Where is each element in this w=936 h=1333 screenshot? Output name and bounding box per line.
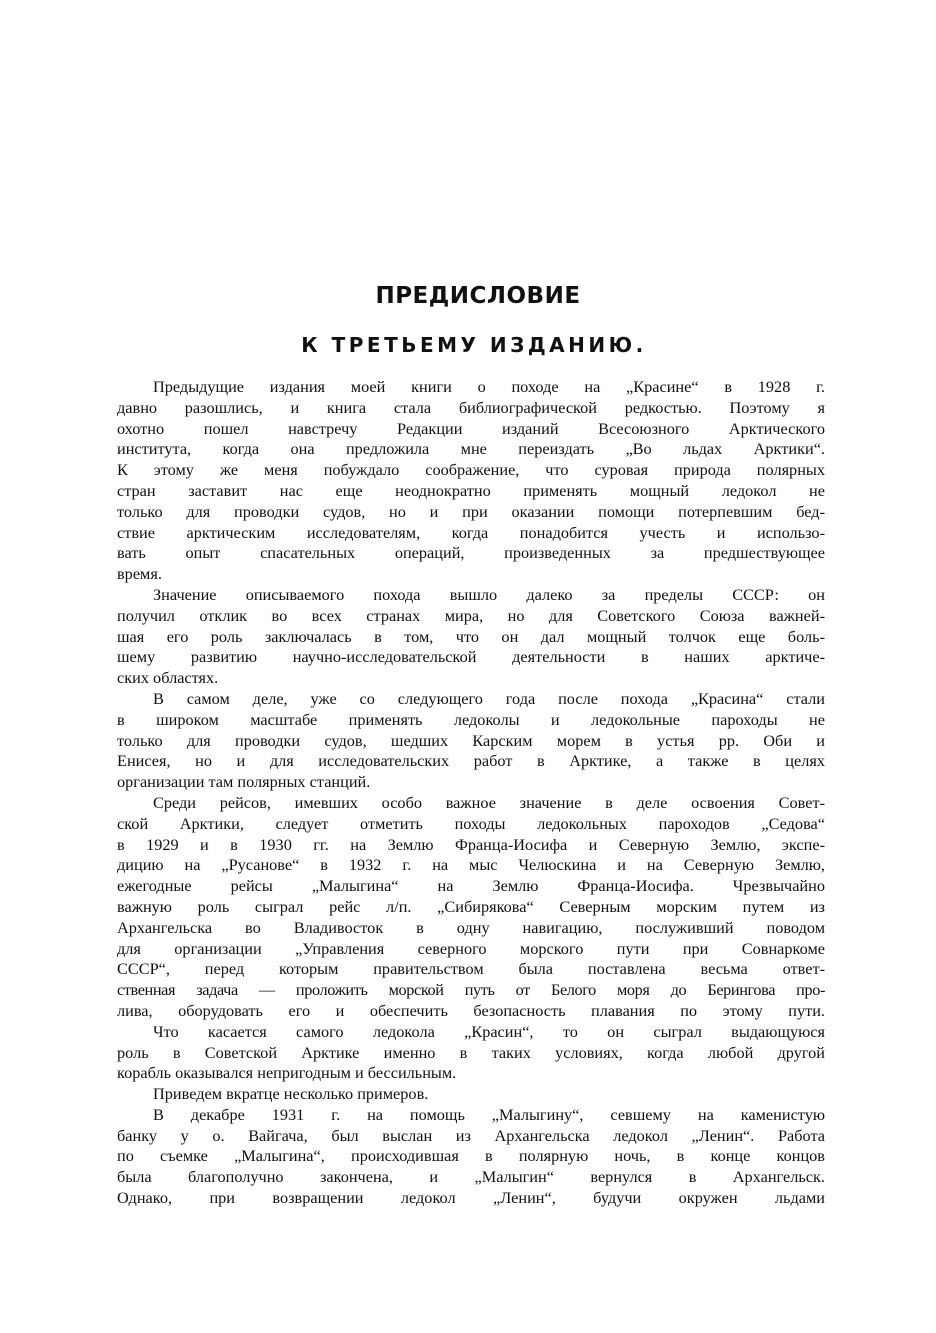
page-title: ПРЕДИСЛОВИЕ xyxy=(375,283,581,309)
text-line: давно разошлись, и книга стала библиографической редкостью. Поэтому я xyxy=(117,397,825,417)
text-line: В самом деле, уже со следующего года после похода „Красина“ стали xyxy=(153,688,825,708)
text-line: Среди рейсов, имевших особо важное значение в деле освоения Совет- xyxy=(153,792,825,812)
page-subtitle: К ТРЕТЬЕМУ ИЗДАНИЮ. xyxy=(301,333,647,357)
text-line: Архангельска во Владивосток в одну навигацию, послуживший поводом xyxy=(117,917,825,937)
text-line: Значение описываемого похода вышло далеко за пределы СССР: он xyxy=(153,584,825,604)
text-line: важную роль сыграл рейс л/п. „Сибирякова“ Северным морским путем из xyxy=(117,896,825,916)
text-line: вать опыт спасательных операций, произведенных за предшествующее xyxy=(117,543,825,563)
text-line: Предыдущие издания моей книги о походе на „Красине“ в 1928 г. xyxy=(153,377,825,396)
text-line: Однако, при возвращении ледокол „Ленин“, будучи окружен льдами xyxy=(117,1188,825,1208)
text-line: шему развитию научно-исследовательской деятельности в наших арктиче- xyxy=(117,647,825,667)
text-line: института, когда она предложила мне переиздать „Во льдах Арктики“. xyxy=(117,439,825,459)
text-line: ежегодные рейсы „Малыгина“ на Землю Франца-Иосифа. Чрезвычайно xyxy=(117,876,825,896)
text-line: ской Арктики, следует отметить походы ледокольных пароходов „Седова“ xyxy=(117,813,825,833)
text-line: корабль оказывался непригодным и бессильным. xyxy=(117,1063,457,1083)
text-line: была благополучно закончена, и „Малыгин“ вернулся в Архангельск. xyxy=(117,1167,825,1187)
text-line: В декабре 1931 г. на помощь „Малыгину“, севшему на каменистую xyxy=(153,1104,825,1124)
text-line: организации там полярных станций. xyxy=(117,772,371,792)
text-line: получил отклик во всех странах мира, но для Советского Союза важней- xyxy=(117,605,825,625)
text-line: лива, оборудовать его и обеспечить безопасность плавания по этому пути. xyxy=(117,1000,825,1020)
text-line: только для проводки судов, но и при оказании помощи потерпевшим бед- xyxy=(117,501,825,521)
text-line: в широком масштабе применять ледоколы и ледокольные пароходы не xyxy=(117,709,825,729)
text-line: Приведем вкратце несколько примеров. xyxy=(153,1084,429,1104)
text-line: банку у о. Вайгача, был выслан из Архангельска ледокол „Ленин“. Работа xyxy=(117,1125,825,1145)
body-text xyxy=(117,377,825,1209)
text-line: СССР“, перед которым правительством была поставлена весьма ответ- xyxy=(117,959,825,979)
text-line: Что касается самого ледокола „Красин“, то он сыграл выдающуюся xyxy=(153,1021,825,1041)
text-line: дицию на „Русанове“ в 1932 г. на мыс Челюскина и на Северную Землю, xyxy=(117,855,825,875)
text-line: ственная задача — проложить морской путь от Белого моря до Берингова про- xyxy=(117,980,825,1000)
text-line: Енисея, но и для исследовательских работ в Арктике, а также в целях xyxy=(117,751,825,771)
text-line: шая его роль заключалась в том, что он дал мощный толчок еще боль- xyxy=(117,626,825,646)
text-line: только для проводки судов, шедших Карским морем в устья рр. Оби и xyxy=(117,730,825,750)
text-line: в 1929 и в 1930 гг. на Землю Франца-Иосифа и Северную Землю, экспе- xyxy=(117,834,825,854)
text-line: охотно пошел навстречу Редакции изданий Всесоюзного Арктического xyxy=(117,418,825,438)
text-line: ских областях. xyxy=(117,668,219,688)
text-line: стран заставит нас еще неоднократно применять мощный ледокол не xyxy=(117,480,825,500)
text-line: К этому же меня побуждало соображение, что суровая природа полярных xyxy=(117,460,825,480)
text-line: по съемке „Малыгина“, происходившая в полярную ночь, в конце концов xyxy=(117,1146,825,1166)
text-line: ствие арктическим исследователям, когда понадобится учесть и использо- xyxy=(117,522,825,542)
text-line: для организации „Управления северного морского пути при Совнаркоме xyxy=(117,938,825,958)
text-line: время. xyxy=(117,564,162,584)
text-line: роль в Советской Арктике именно в таких условиях, когда любой другой xyxy=(117,1042,825,1062)
